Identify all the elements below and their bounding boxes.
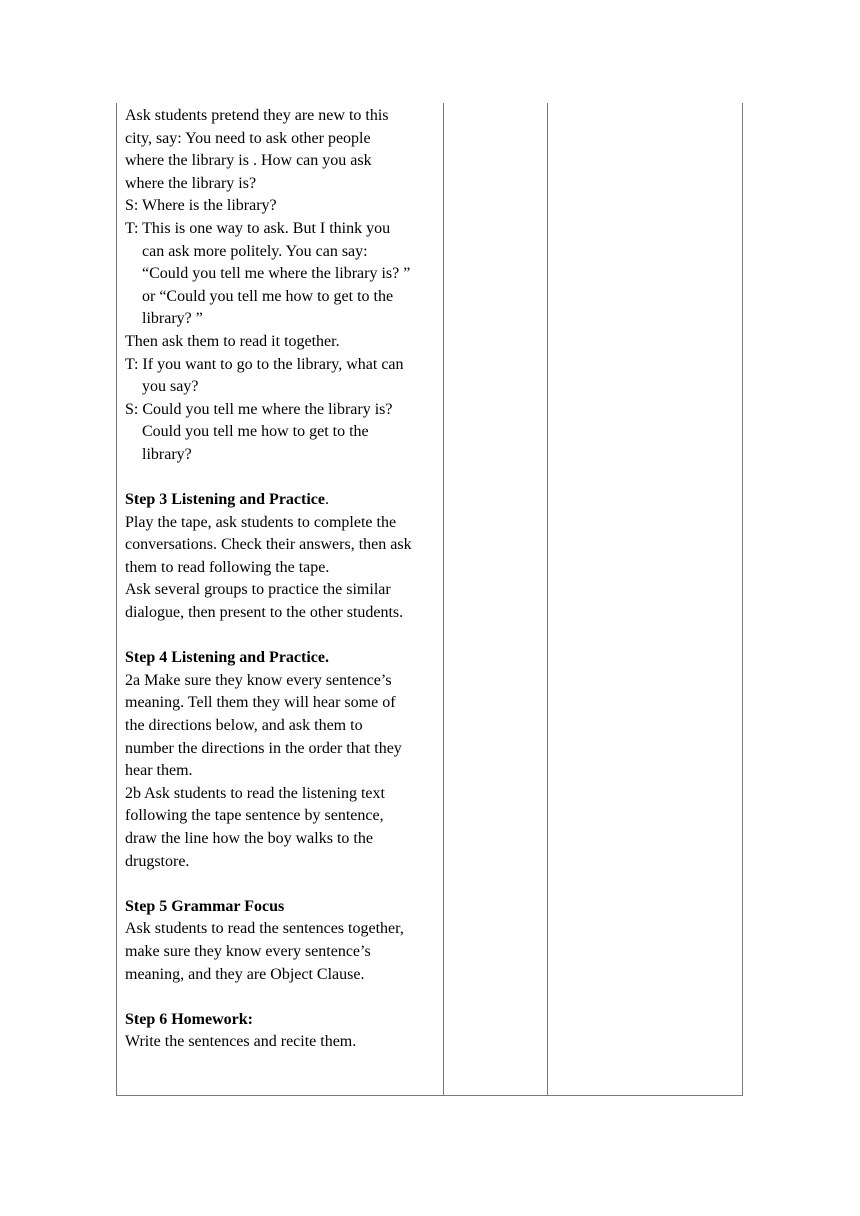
text-line: T: If you want to go to the library, what can [125,355,404,373]
procedure-cell [125,105,443,1054]
text-line: where the library is . How can you ask [125,152,372,170]
text-line: Ask several groups to practice the similar [125,581,391,599]
step3-heading-tail: . [325,491,329,509]
text-line: can ask more politely. You can say: [142,242,368,260]
text-line: library? [142,445,192,463]
column-divider [547,103,548,1095]
step4-heading: Step 4 Listening and Practice. [125,649,329,667]
text-line: the directions below, and ask them to [125,717,363,735]
text-line: number the directions in the order that they [125,739,402,757]
text-line: library? ” [142,310,203,328]
text-line: meaning. Tell them they will hear some of [125,694,396,712]
text-line: S: Where is the library? [125,197,277,215]
step6-heading: Step 6 Homework: [125,1010,253,1028]
text-line: meaning, and they are Object Clause. [125,965,365,983]
step3-heading-line [125,489,443,512]
text-line: dialogue, then present to the other students. [125,604,404,622]
blank-line [125,467,443,490]
text-line: draw the line how the boy walks to the [125,830,373,847]
text-line: Could you tell me how to get to the [142,423,369,441]
text-line: “Could you tell me where the library is? ” [142,265,411,283]
text-line: S: Could you tell me where the library is? [125,400,393,418]
text-line: Ask students to read the sentences together, [125,920,404,938]
text-line: Play the tape, ask students to complete the [125,513,397,531]
text-line: drugstore. [125,852,190,870]
step3-heading: Step 3 Listening and Practice [125,491,325,509]
text-line: you say? [142,378,199,396]
text-line: where the library is? [125,174,257,192]
text-line: city, say: You need to ask other people [125,129,371,147]
text-line: Ask students pretend they are new to this [125,107,389,124]
text-line: hear them. [125,762,193,780]
text-line: T: This is one way to ask. But I think you [125,219,391,237]
blank-line [125,986,443,1009]
text-line: Then ask them to read it together. [125,332,340,350]
text-line: make sure they know every sentence’s [125,942,371,960]
text-line: following the tape sentence by sentence, [125,807,384,825]
step5-heading: Step 5 Grammar Focus [125,897,285,915]
text-line: Write the sentences and recite them. [125,1033,357,1051]
column-divider [443,103,444,1095]
text-line: conversations. Check their answers, then ask [125,536,412,554]
lesson-plan-table [116,103,743,1096]
blank-line [125,873,443,896]
text-line: 2a Make sure they know every sentence’s [125,671,392,689]
blank-line [125,625,443,648]
text-line: 2b Ask students to read the listening text [125,784,385,802]
text-line: or “Could you tell me how to get to the [142,287,394,305]
text-line: them to read following the tape. [125,558,330,576]
